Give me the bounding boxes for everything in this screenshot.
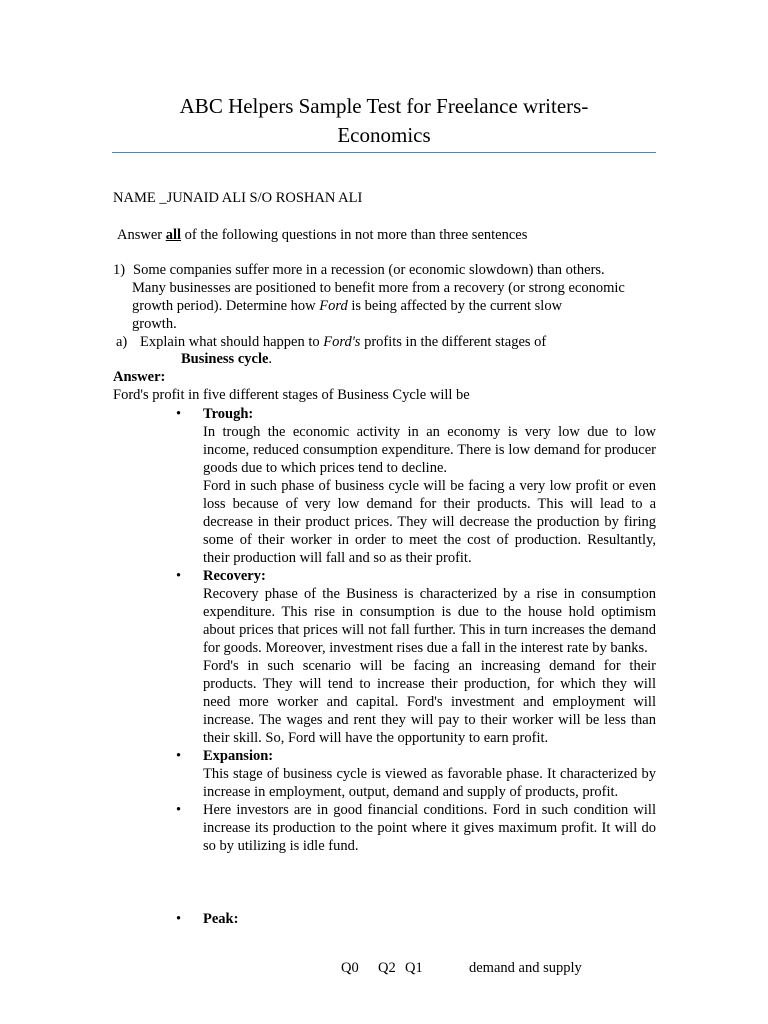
question-a-label: a) xyxy=(116,334,128,350)
question-1-number: 1) xyxy=(113,262,126,278)
question-a-business-cycle: Business cycle xyxy=(181,351,269,367)
stage-heading: • Recovery: xyxy=(203,568,266,584)
stage-paragraph: This stage of business cycle is viewed as favorable phase. It characterized by increase in employment, output, demand and supply of products, profit. xyxy=(203,766,656,800)
question-a-after: profits in the different stages of xyxy=(360,334,547,350)
question-a-line-2 xyxy=(181,351,272,368)
question-1-line-4: growth. xyxy=(132,316,177,332)
question-1-line-3-start: growth period). Determine how xyxy=(132,298,320,314)
title-line-1: ABC Helpers Sample Test for Freelance writers- xyxy=(179,94,589,118)
instruction-after: of the following questions in not more than three sentences xyxy=(181,227,528,243)
question-a-period: . xyxy=(268,351,273,367)
student-name: NAME _JUNAID ALI S/O ROSHAN ALI xyxy=(113,190,363,206)
question-1-line-2: Many businesses are positioned to benefit more from a recovery (or strong economic xyxy=(132,280,625,296)
axis-label-q0: Q0 xyxy=(341,960,359,976)
axis-label-q2: Q2 xyxy=(378,960,396,976)
stage-peak xyxy=(176,911,238,928)
question-1-line-1: Some companies suffer more in a recession (or economic slowdown) than others. xyxy=(133,262,605,278)
question-1-line-3-end: is being affected by the current slow xyxy=(347,298,563,314)
document-title xyxy=(112,92,656,150)
axis-label-q1: Q1 xyxy=(405,960,423,976)
bullet-dot: • xyxy=(176,911,182,927)
axis-label-demand-supply: demand and supply xyxy=(469,960,582,976)
stage-heading: • Expansion: xyxy=(203,748,274,764)
instruction-before: Answer xyxy=(117,227,166,243)
title-divider xyxy=(112,152,656,153)
stage-heading: Peak: xyxy=(203,911,239,927)
instruction-text xyxy=(117,227,527,244)
question-1-line-3 xyxy=(113,297,658,315)
stage-expansion xyxy=(176,747,656,801)
stage-heading: • Trough: xyxy=(203,406,254,422)
investor-bullet xyxy=(176,801,656,855)
question-a-before: Explain what should happen to xyxy=(140,334,324,350)
stage-paragraph: Ford's in such scenario will be facing an increasing demand for their products. They will tend to increase their production, for which they will need more worker and capital. Ford's investment and employment will increase. The wages and rent they will pay to their worker will be less than their skill. So, Ford will have the opportunity to earn profit. xyxy=(203,658,656,746)
question-a-fords: Ford's xyxy=(323,334,361,350)
stage-paragraph: In trough the economic activity in an economy is very low due to low income, reduced consumption expenditure. There is low demand for producer goods due to which prices tend to decline. xyxy=(203,424,656,476)
investor-paragraph: • Here investors are in good financial conditions. Ford in such condition will increase its production to the point where it gives maximum profit. It will do so by utilizing is idle fund. xyxy=(203,802,656,854)
question-a xyxy=(116,333,546,351)
instruction-emphasis: all xyxy=(165,227,182,243)
question-1-ford: Ford xyxy=(319,298,348,314)
answer-intro: Ford's profit in five different stages of Business Cycle will be xyxy=(113,387,470,403)
stage-trough xyxy=(176,405,656,567)
stage-recovery xyxy=(176,567,656,747)
title-line-2: Economics xyxy=(337,123,431,147)
question-1 xyxy=(113,261,658,333)
answer-label: Answer: xyxy=(113,369,166,385)
stage-list xyxy=(176,405,656,855)
stage-paragraph: Recovery phase of the Business is characterized by a rise in consumption expenditure. This rise in consumption is due to the house hold optimism about prices that prices will not fall further. This in turn increases the demand for goods. Moreover, investment rises due a fall in the interest rate by banks. xyxy=(203,586,656,656)
stage-paragraph: Ford in such phase of business cycle will be facing a very low profit or even loss because of very low demand for their products. This will lead to a decrease in their product prices. They will decrease the production by firing some of their worker in order to meet the cost of production. Resultantly, their production will fall and so as their profit. xyxy=(203,478,656,566)
